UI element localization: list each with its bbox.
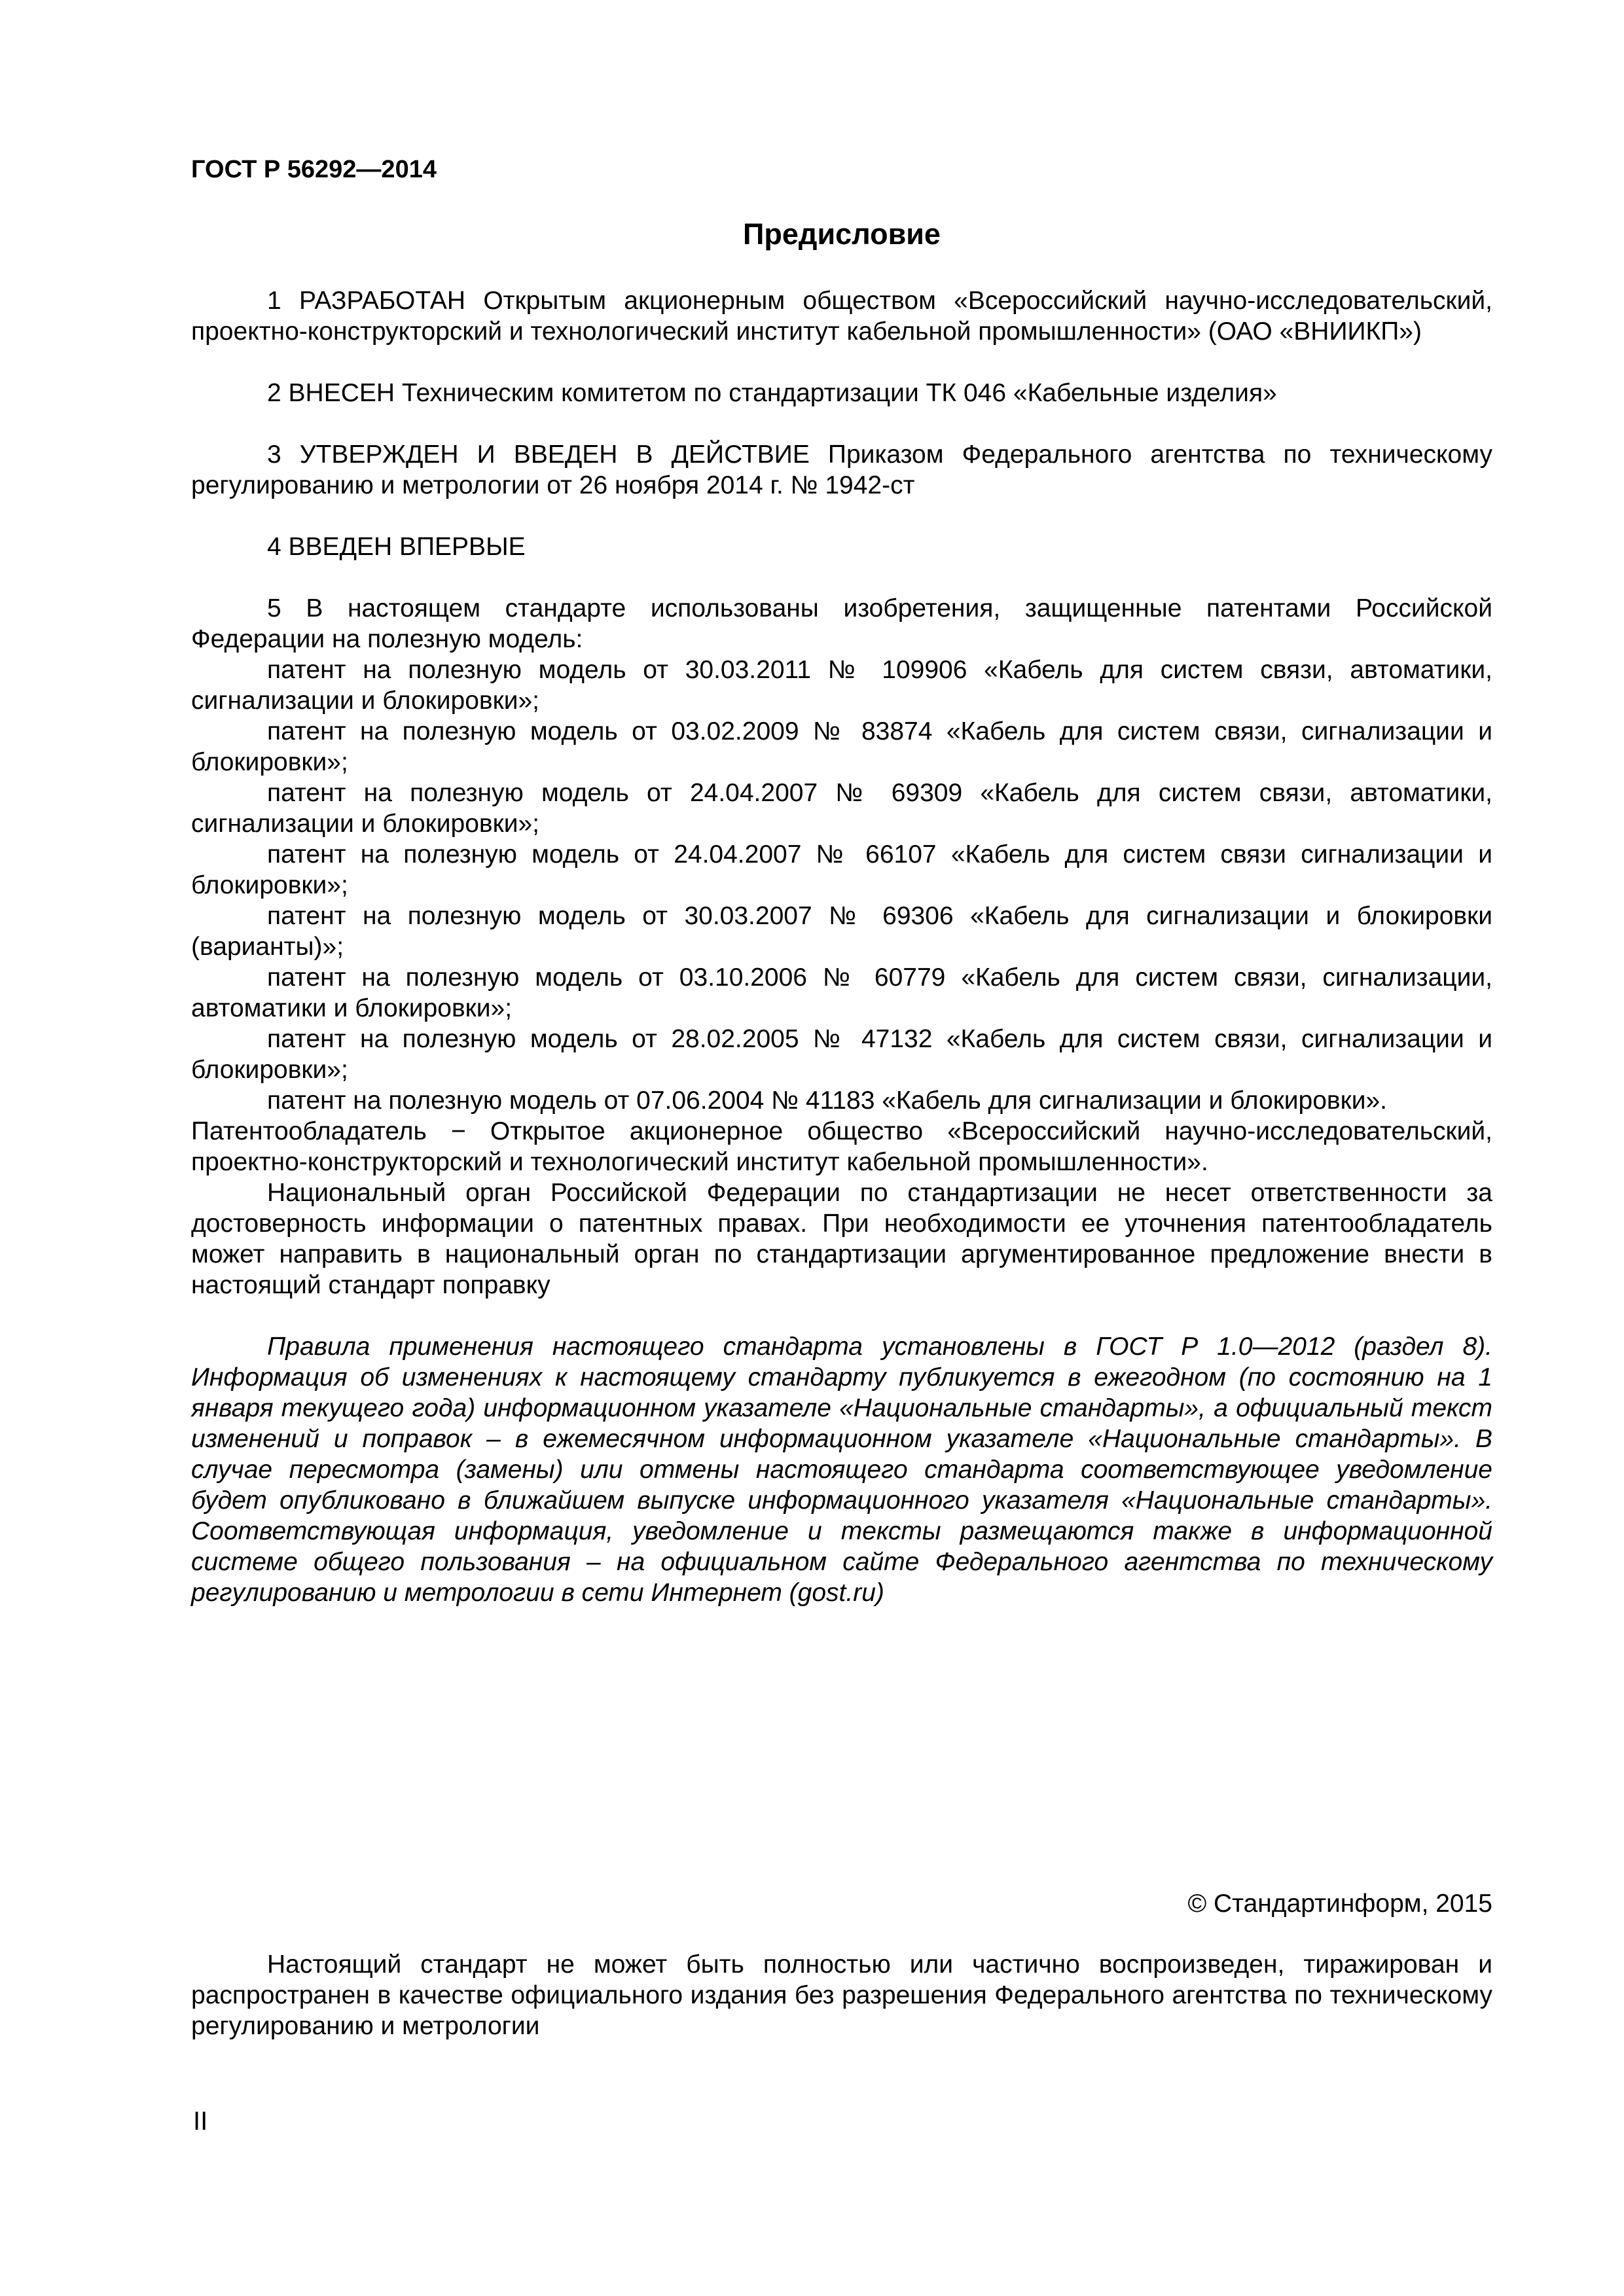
item-approved: 3 УТВЕРЖДЕН И ВВЕДЕН В ДЕЙСТВИЕ Приказом Федерального агентства по техническому регулированию и метрологии от 26 ноября 2014 г. № 1942-ст: [191, 440, 1492, 499]
patent-item: патент на полезную модель от 07.06.2004 № 41183 «Кабель для сигнализации и блокировки».: [267, 1086, 1388, 1115]
patent-item: патент на полезную модель от 03.02.2009 № 83874 «Кабель для систем связи, сигнализации и блокировки»;: [191, 717, 1492, 776]
item-first-introduced: 4 ВВЕДЕН ВПЕРВЫЕ: [267, 533, 526, 561]
item-patents-intro: 5 В настоящем стандарте использованы изобретения, защищенные патентами Российской Федерации на полезную модель:: [191, 594, 1492, 653]
document-code: ГОСТ Р 56292—2014: [191, 156, 437, 183]
liability-statement: Национальный орган Российской Федерации по стандартизации не несет ответственности за достоверность информации о патентных правах. При необходимости ее уточнения патентообладатель может направить в национальный орган по стандартизации аргументированное предложение внести в настоящий стандарт поправку: [191, 1179, 1492, 1299]
page-title: Предисловие: [743, 217, 941, 251]
item-submitted: 2 ВНЕСЕН Техническим комитетом по стандартизации ТК 046 «Кабельные изделия»: [267, 379, 1277, 407]
page-number: II: [193, 2107, 208, 2136]
patent-item: патент на полезную модель от 30.03.2007 № 69306 «Кабель для сигнализации и блокировки (варианты)»;: [191, 902, 1492, 961]
reproduction-notice-text: Настоящий стандарт не может быть полностью или частично воспроизведен, тиражирован и распространен в качестве официального издания без разрешения Федерального агентства по техническому регулированию и метрологии: [191, 1950, 1492, 2040]
patent-item: патент на полезную модель от 03.10.2006 № 60779 «Кабель для систем связи, сигнализации, автоматики и блокировки»;: [191, 963, 1492, 1022]
foreword-body: [191, 285, 1492, 1608]
patent-item: патент на полезную модель от 24.04.2007 № 66107 «Кабель для систем связи сигнализации и блокировки»;: [191, 840, 1492, 899]
patent-holder: Патентообладатель − Открытое акционерное общество «Всероссийский научно-исследовательский, проектно-конструкторский и технологический институт кабельной промышленности».: [191, 1117, 1492, 1176]
rules-note: Правила применения настоящего стандарта установлены в ГОСТ Р 1.0—2012 (раздел 8). Информация об изменениях к настоящему стандарту публикуется в ежегодном (по состоянию на 1 января текущего года) информационном указателе «Национальные стандарты», а официальный текст изменений и поправок – в ежемесячном информационном указателе «Национальные стандарты». В случае пересмотра (замены) или отмены настоящего стандарта соответствующее уведомление будет опубликовано в ближайшем выпуске информационного указателя «Национальные стандарты». Соответствующая информация, уведомление и тексты размещаются также в информационной системе общего пользования – на официальном сайте Федерального агентства по техническому регулированию и метрологии в сети Интернет (gost.ru): [191, 1333, 1492, 1607]
item-developed: 1 РАЗРАБОТАН Открытым акционерным обществом «Всероссийский научно-исследовательский, проектно-конструкторский и технологический институт кабельной промышленности» (ОАО «ВНИИКП»): [191, 287, 1492, 346]
patent-item: патент на полезную модель от 30.03.2011 № 109906 «Кабель для систем связи, автоматики, сигнализации и блокировки»;: [191, 656, 1492, 715]
patent-item: патент на полезную модель от 24.04.2007 № 69309 «Кабель для систем связи, автоматики, сигнализации и блокировки»;: [191, 779, 1492, 838]
copyright: © Стандартинформ, 2015: [1187, 1890, 1492, 1918]
patent-item: патент на полезную модель от 28.02.2005 № 47132 «Кабель для систем связи, сигнализации и блокировки»;: [191, 1025, 1492, 1084]
reproduction-notice: [191, 1949, 1492, 2041]
